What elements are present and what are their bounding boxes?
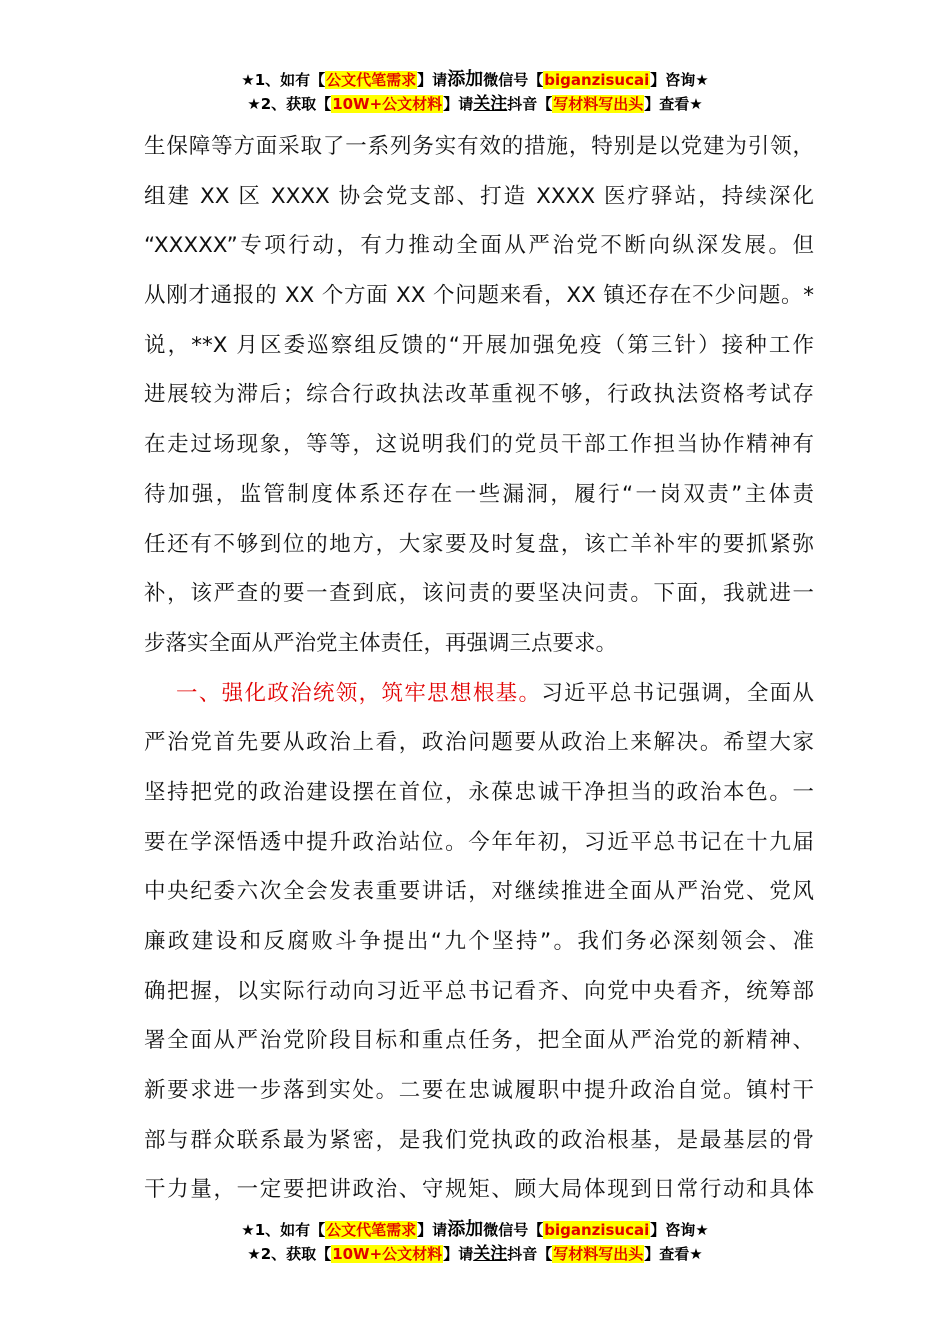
banner-text: ★1、如有【	[241, 1221, 326, 1239]
banner-highlight: 写材料写出头	[553, 1245, 644, 1263]
banner-line-2	[0, 1242, 950, 1266]
banner-highlight: 公文代笔需求	[326, 1221, 417, 1239]
body-line: 任还有不够到位的地方，大家要及时复盘，该亡羊补牢的要抓紧弥	[144, 531, 814, 557]
body-line: 组建 XX 区 XXXX 协会党支部、打造 XXXX 医疗驿站，持续深化	[144, 183, 814, 209]
body-line: 在走过场现象，等等，这说明我们的党员干部工作担当协作精神有	[144, 432, 814, 458]
banner-text: 】请	[417, 1221, 448, 1239]
body-line: 新要求进一步落到实处。二要在忠诚履职中提升政治自觉。镇村干	[144, 1078, 814, 1104]
section-text: 习近平总书记强调，全面从	[541, 680, 814, 706]
body-line: 部与群众联系最为紧密，是我们党执政的政治根基，是最基层的骨	[144, 1127, 814, 1153]
banner-emphasis: 添加	[447, 69, 484, 90]
section-heading: 一、强化政治统领，筑牢思想根基。	[176, 680, 542, 706]
banner-text: ★1、如有【	[241, 71, 326, 89]
banner-text: 】查看★	[644, 1245, 703, 1263]
body-line: 廉政建设和反腐败斗争提出“九个坚持”。我们务必深刻领会、准	[144, 929, 814, 954]
banner-text: 微信号【	[483, 71, 544, 89]
banner-text: ★2、获取【	[247, 95, 332, 113]
body-line: 要在学深悟透中提升政治站位。今年年初，习近平总书记在十九届	[144, 829, 814, 855]
body-line: 进展较为滞后；综合行政执法改革重视不够，行政执法资格考试存	[144, 382, 814, 408]
banner-text: 】咨询★	[650, 1221, 709, 1239]
header-banner	[0, 68, 950, 116]
banner-line-2	[0, 92, 950, 116]
banner-highlight: 写材料写出头	[553, 95, 644, 113]
section-1-first-line	[144, 669, 814, 719]
banner-highlight: biganzisucai	[544, 71, 650, 89]
banner-highlight: 10W+公文材料	[332, 1245, 443, 1263]
body-line: 严治党首先要从政治上看，政治问题要从政治上来解决。希望大家	[144, 730, 814, 756]
banner-emphasis: 关注	[473, 1244, 508, 1264]
body-line: 待加强，监管制度体系还存在一些漏洞，履行“一岗双责”主体责	[144, 481, 814, 507]
banner-highlight: biganzisucai	[544, 1221, 650, 1239]
body-line: 坚持把党的政治建设摆在首位，永葆忠诚干净担当的政治本色。一	[144, 779, 814, 805]
body-line: 中央纪委六次全会发表重要讲话，对继续推进全面从严治党、党风	[144, 879, 814, 905]
body-line: 补，该严查的要一查到底，该问责的要坚决问责。下面，我就进一	[144, 581, 814, 607]
body-line: 确把握，以实际行动向习近平总书记看齐、向党中央看齐，统筹部	[144, 978, 814, 1004]
document-body	[144, 122, 814, 1215]
banner-emphasis: 添加	[447, 1219, 484, 1240]
banner-text: 抖音【	[507, 1245, 553, 1263]
banner-line-1	[0, 68, 950, 92]
body-line: “XXXXX”专项行动，有力推动全面从严治党不断向纵深发展。但	[144, 233, 814, 259]
banner-highlight: 公文代笔需求	[326, 71, 417, 89]
banner-text: ★2、获取【	[247, 1245, 332, 1263]
banner-text: 】请	[443, 1245, 474, 1263]
footer-banner	[0, 1218, 950, 1266]
banner-line-1	[0, 1218, 950, 1242]
body-line: 说，**X 月区委巡察组反馈的“开展加强免疫（第三针）接种工作	[144, 332, 814, 358]
banner-text: 抖音【	[507, 95, 553, 113]
banner-text: 】咨询★	[650, 71, 709, 89]
banner-emphasis: 关注	[473, 94, 508, 114]
body-line: 署全面从严治党阶段目标和重点任务，把全面从严治党的新精神、	[144, 1028, 814, 1054]
body-line: 干力量，一定要把讲政治、守规矩、顾大局体现到日常行动和具体	[144, 1177, 814, 1203]
banner-text: 】请	[417, 71, 448, 89]
banner-text: 】请	[443, 95, 474, 113]
banner-text: 】查看★	[644, 95, 703, 113]
banner-text: 微信号【	[483, 1221, 544, 1239]
body-line: 从刚才通报的 XX 个方面 XX 个问题来看，XX 镇还存在不少问题。*	[144, 283, 814, 309]
banner-highlight: 10W+公文材料	[332, 95, 443, 113]
body-line: 步落实全面从严治党主体责任，再强调三点要求。	[144, 630, 618, 656]
body-line: 生保障等方面采取了一系列务实有效的措施，特别是以党建为引领，	[144, 134, 814, 159]
